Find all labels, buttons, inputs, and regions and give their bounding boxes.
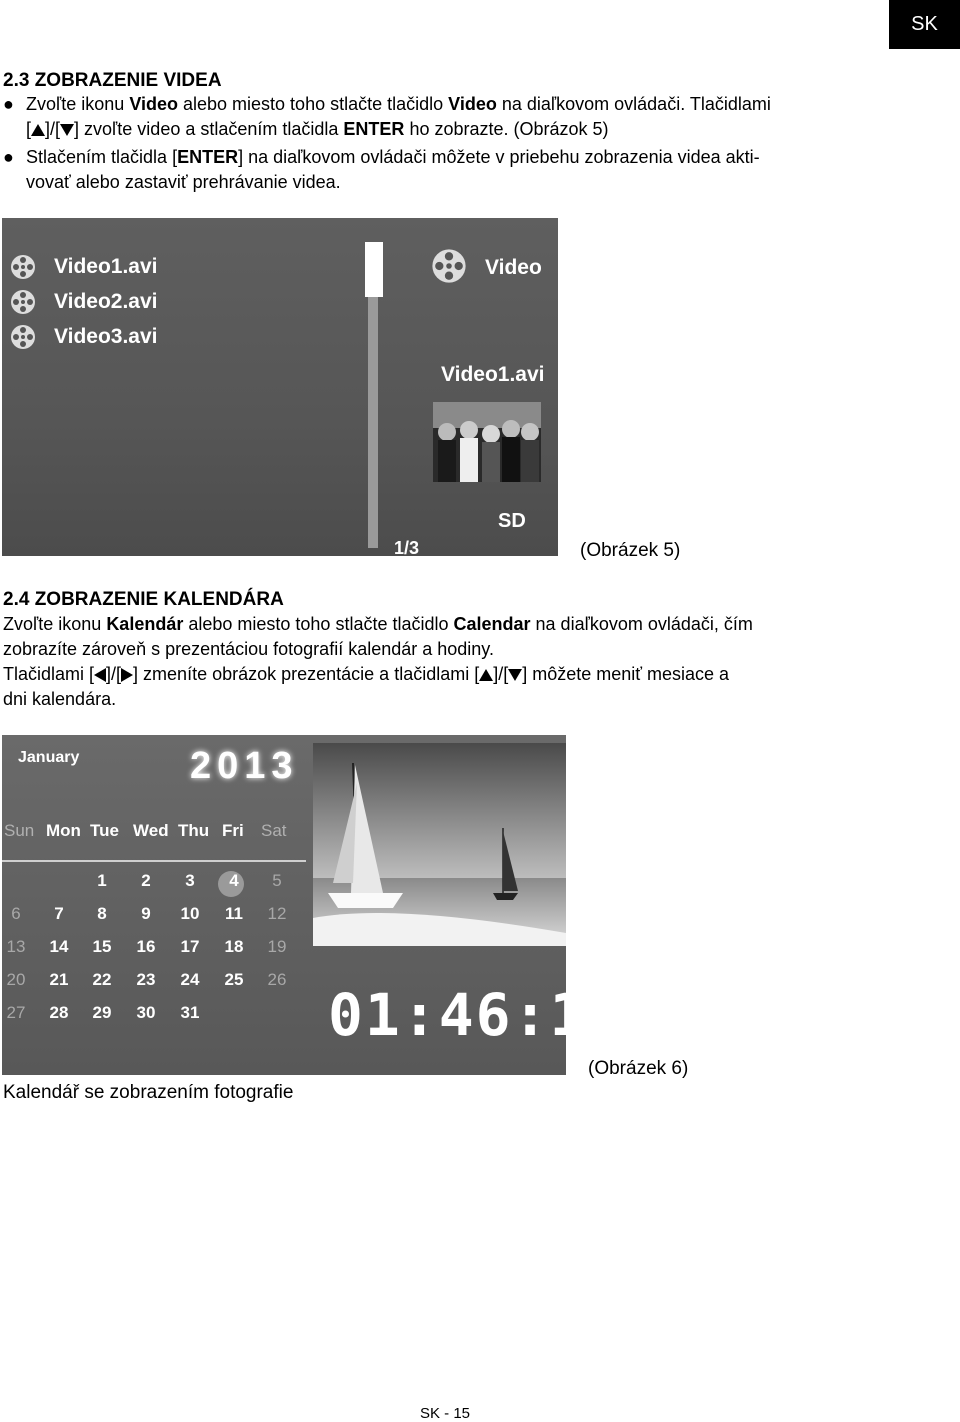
text: ] môžete meniť mesiace a [522, 664, 730, 684]
weekday-label: Sat [261, 821, 287, 840]
header-divider [2, 860, 306, 862]
calendar-day: 25 [224, 970, 244, 989]
panel-title: Video [485, 256, 542, 279]
calendar-day: 21 [49, 970, 69, 989]
calendar-month: January [18, 749, 80, 766]
calendar-day: 28 [49, 1003, 69, 1022]
language-badge: SK [889, 0, 960, 49]
calendar-day: 10 [180, 904, 200, 923]
video-screen-screenshot [2, 218, 558, 556]
section-heading-video: 2.3 ZOBRAZENIE VIDEA [3, 70, 222, 91]
video-file-name: Video2.avi [54, 290, 158, 313]
keyword-enter: ENTER [177, 147, 239, 167]
weekday-label: Mon [46, 821, 81, 840]
text: ] zvoľte video a stlačením tlačidla [74, 119, 344, 139]
down-arrow-icon [508, 669, 522, 681]
scrollbar-thumb [365, 242, 383, 297]
calendar-description [3, 612, 923, 712]
calendar-day: 24 [180, 970, 200, 989]
calendar-day: 13 [6, 937, 26, 956]
text: na diaľkovom ovládači, čím [530, 614, 753, 634]
calendar-day: 4 [229, 871, 239, 890]
calendar-day: 18 [224, 937, 244, 956]
calendar-day: 26 [267, 970, 287, 989]
text: [ [26, 119, 32, 139]
left-arrow-icon [94, 668, 106, 682]
figure-caption-5: (Obrázek 5) [580, 540, 681, 561]
text: Stlačením tlačidla [ [26, 147, 178, 167]
text: dni kalendára. [3, 689, 117, 709]
calendar-day: 3 [185, 871, 195, 890]
calendar-day: 11 [225, 904, 243, 923]
calendar-day: 2 [141, 871, 151, 890]
figure-caption-6: (Obrázek 6) [588, 1058, 689, 1079]
calendar-day: 14 [49, 937, 69, 956]
film-reel-icon [431, 248, 467, 284]
keyword-video: Video [129, 94, 178, 114]
calendar-day: 27 [6, 1003, 26, 1022]
weekday-label: Wed [133, 821, 169, 840]
slideshow-photo [313, 743, 566, 946]
text: Zvoľte ikonu [3, 614, 107, 634]
calendar-day: 8 [97, 904, 107, 923]
calendar-day: 9 [141, 904, 151, 923]
weekday-label: Thu [178, 821, 210, 840]
calendar-day: 1 [97, 871, 107, 890]
calendar-day: 23 [136, 970, 156, 989]
text: alebo miesto toho stlačte tlačidlo [183, 614, 454, 634]
calendar-screen-screenshot [2, 735, 624, 1075]
page-footer: SK - 15 [420, 1405, 471, 1422]
up-arrow-icon [479, 669, 493, 681]
calendar-year: 2013 [190, 745, 299, 787]
digital-clock: 01:46:13 [328, 981, 624, 1049]
video-thumbnail [433, 402, 541, 482]
weekday-label: Fri [222, 821, 244, 840]
keyword-enter: ENTER [343, 119, 405, 139]
storage-source: SD [498, 510, 526, 532]
calendar-day: 17 [180, 937, 200, 956]
calendar-day: 22 [92, 970, 112, 989]
calendar-day: 15 [92, 937, 112, 956]
text: ] zmeníte obrázok prezentácie a tlačidlami [ [133, 664, 480, 684]
calendar-day: 19 [267, 937, 287, 956]
text: Tlačidlami [ [3, 664, 95, 684]
calendar-day: 12 [267, 904, 287, 923]
film-reel-icon [10, 254, 36, 280]
video-file-name: Video3.avi [54, 325, 158, 348]
calendar-day: 6 [11, 904, 21, 923]
calendar-day: 31 [180, 1003, 200, 1022]
selected-video-name: Video1.avi [441, 363, 545, 386]
calendar-day: 16 [136, 937, 156, 956]
text: ]/[ [106, 664, 122, 684]
keyword-video: Video [448, 94, 497, 114]
video-file-item [10, 322, 158, 352]
video-file-item [10, 287, 158, 317]
bullet-play-pause [0, 145, 900, 195]
weekday-label: Sun [4, 821, 35, 840]
text: zobrazíte zároveň s prezentáciou fotografií kalendár a hodiny. [3, 639, 494, 659]
film-reel-icon [10, 324, 36, 350]
keyword-calendar: Calendar [453, 614, 531, 634]
text: ho zobrazte. (Obrázok 5) [404, 119, 609, 139]
up-arrow-icon [31, 124, 45, 136]
bullet-select-video [0, 92, 900, 142]
section-heading-calendar: 2.4 ZOBRAZENIE KALENDÁRA [3, 589, 284, 610]
down-arrow-icon [60, 124, 74, 136]
page-indicator: 1/3 [394, 538, 420, 558]
calendar-day: 7 [54, 904, 64, 923]
calendar-day: 30 [136, 1003, 156, 1022]
video-file-name: Video1.avi [54, 255, 158, 278]
bullet-dot: ● [3, 94, 14, 114]
bullet-dot: ● [3, 147, 14, 167]
video-file-item [10, 252, 158, 282]
figure-caption-calendar-photo: Kalendář se zobrazením fotografie [3, 1082, 294, 1103]
text: na diaľkovom ovládači. Tlačidlami [496, 94, 771, 114]
weekday-label: Tue [90, 821, 119, 840]
text: alebo miesto toho stlačte tlačidlo [178, 94, 449, 114]
calendar-day: 20 [6, 970, 26, 989]
text: ]/[ [45, 119, 61, 139]
film-reel-icon [10, 289, 36, 315]
calendar-day: 5 [272, 871, 282, 890]
text: ]/[ [493, 664, 509, 684]
right-arrow-icon [121, 668, 133, 682]
calendar-day: 29 [92, 1003, 112, 1022]
text: Zvoľte ikonu [26, 94, 130, 114]
text: vovať alebo zastaviť prehrávanie videa. [26, 172, 341, 192]
keyword-calendar-sk: Kalendár [106, 614, 184, 634]
text: ] na diaľkovom ovládači môžete v priebehu zobrazenia videa akti- [238, 147, 760, 167]
